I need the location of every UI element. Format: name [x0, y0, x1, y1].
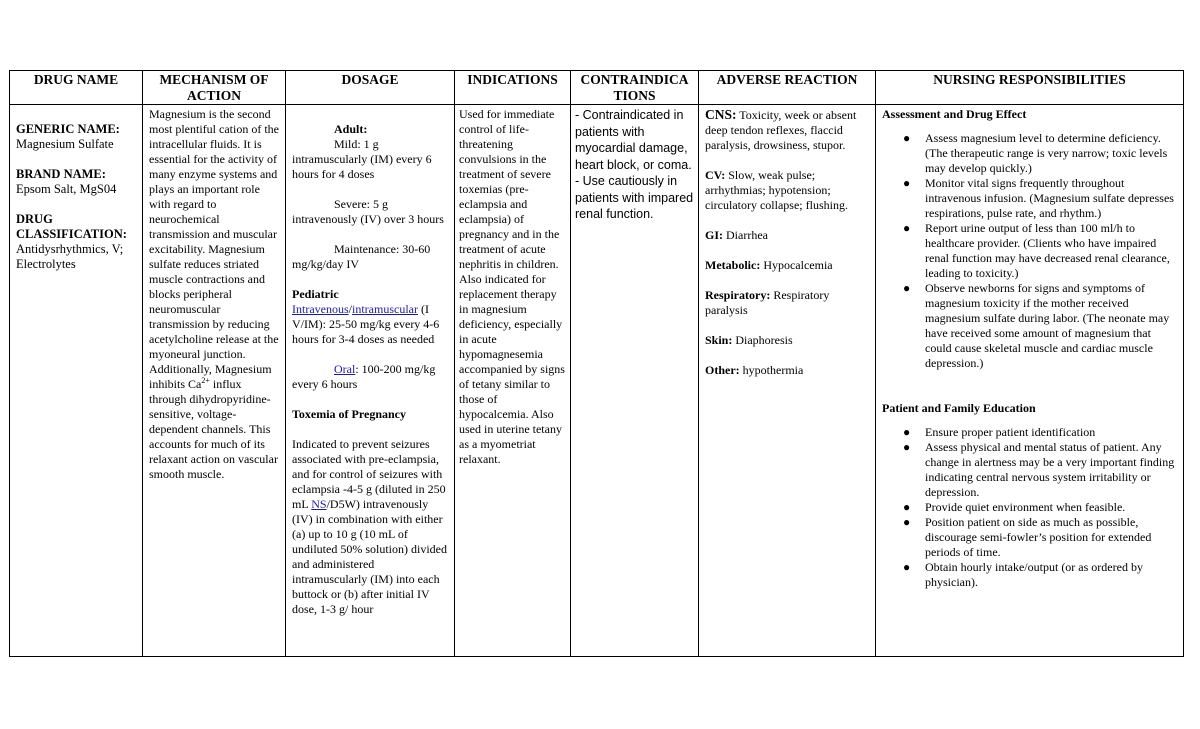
adverse-other — [705, 363, 869, 378]
list-item-text: Assess physical and mental status of patient. Any change in alertness may be a very important finding indicating central nervous system irritability or depression. — [925, 440, 1175, 499]
list-item — [882, 281, 1177, 371]
oral-dose-text: : 100-200 mg/kg every 6 hours — [292, 362, 436, 391]
header-adverse-reaction: ADVERSE REACTION — [699, 71, 876, 105]
respiratory-label: Respiratory: — [705, 288, 771, 302]
list-item — [882, 425, 1177, 440]
adverse-reaction-cell — [699, 105, 876, 657]
toxemia-text-b: /D5W) intravenously (IV) in combination with either (a) up to 10 g (10 mL of undiluted 50% solution) divided and administered intramuscularly (IM) into each buttock or (b) after initial IV dose, 1-3 g/ hour — [292, 497, 447, 616]
assessment-heading: Assessment and Drug Effect — [882, 107, 1027, 121]
indications-cell — [455, 105, 571, 657]
respiratory-text: Respiratory paralysis — [705, 288, 830, 317]
gi-label: GI: — [705, 228, 723, 242]
toxemia-text-a: Indicated to prevent seizures associated with pre-eclampsia, and for control of seizures with eclampsia -4-5 g (diluted in 250 mL — [292, 437, 446, 511]
list-item — [882, 221, 1177, 281]
dosage-cell — [286, 105, 455, 657]
header-row — [10, 71, 1184, 105]
generic-name-value: Magnesium Sulfate — [16, 137, 114, 151]
pediatric-dose-text: (I V/IM): 25-50 mg/kg every 4-6 hours for 3-4 doses as needed — [292, 302, 440, 346]
pediatric-dosage-label: Pediatric — [292, 287, 339, 301]
drug-row — [10, 105, 1184, 657]
route-separator: / — [348, 302, 352, 316]
other-label: Other: — [705, 363, 740, 377]
calcium-charge-superscript: 2+ — [201, 376, 210, 385]
header-contraindications: CONTRAINDICA TIONS — [571, 71, 699, 105]
mechanism-cell — [143, 105, 286, 657]
list-item-text: Assess magnesium level to determine deficiency. (The therapeutic range is very narrow; toxic levels may develop quickly.) — [925, 131, 1168, 175]
list-item — [882, 515, 1177, 560]
bullet-icon: ● — [903, 500, 911, 514]
intramuscular-link[interactable]: intramuscular — [352, 302, 418, 316]
education-heading: Patient and Family Education — [882, 401, 1036, 415]
header-nursing-responsibilities: NURSING RESPONSIBILITIES — [876, 71, 1184, 105]
adult-mild-dose — [292, 137, 448, 182]
mechanism-text — [143, 105, 285, 482]
drug-study-table — [9, 70, 1184, 657]
header-indications: INDICATIONS — [455, 71, 571, 105]
cns-text: Toxicity, week or absent deep tendon reflexes, flaccid paralysis, drowsiness, stupor. — [705, 108, 857, 152]
adult-maintenance-dose — [292, 242, 448, 272]
cv-label: CV: — [705, 168, 726, 182]
contraindications-cell — [571, 105, 699, 657]
pediatric-dose — [292, 302, 448, 347]
metabolic-label: Metabolic: — [705, 258, 761, 272]
bullet-icon: ● — [903, 515, 911, 529]
bullet-icon: ● — [903, 440, 911, 454]
skin-text: Diaphoresis — [732, 333, 793, 347]
bullet-icon: ● — [903, 176, 911, 190]
gi-text: Diarrhea — [723, 228, 768, 242]
adverse-cns — [705, 107, 869, 153]
drug-classification-label: DRUG CLASSIFICATION: — [16, 212, 127, 241]
list-item-text: Report urine output of less than 100 ml/h to healthcare provider. (Clients who have impaired renal function may have decreased renal clearance, leading to toxicity.) — [925, 221, 1170, 280]
oral-link[interactable]: Oral — [334, 362, 356, 376]
adult-dosage-label: Adult: — [334, 122, 368, 136]
header-dosage: DOSAGE — [286, 71, 455, 105]
other-text: hypothermia — [739, 363, 804, 377]
bullet-icon: ● — [903, 131, 911, 145]
intravenous-link[interactable]: Intravenous — [292, 302, 349, 316]
list-item — [882, 440, 1177, 500]
list-item-text: Observe newborns for signs and symptoms of magnesium toxicity if the mother received magnesium sulfate during labor. (The neonate may have received some amount of magnesium that could cause skeletal muscle and cardiac muscle depression.) — [925, 281, 1170, 370]
contraindication-2: - Use cautiously in patients with impared renal function. — [575, 174, 694, 221]
adult-severe-dose-text: Severe: 5 g intravenously (IV) over 3 hours — [292, 197, 444, 226]
header-drug-name: DRUG NAME — [10, 71, 143, 105]
list-item-text: Obtain hourly intake/output (or as ordered by physician). — [925, 560, 1143, 589]
list-item — [882, 500, 1177, 515]
brand-name-value: Epsom Salt, MgS04 — [16, 182, 117, 196]
toxemia-dose — [292, 437, 448, 617]
adverse-skin — [705, 333, 869, 348]
adverse-cv — [705, 168, 869, 213]
adult-mild-dose-text: Mild: 1 g intramuscularly (IM) every 6 hours for 4 doses — [292, 137, 432, 181]
adverse-respiratory — [705, 288, 869, 318]
adult-maintenance-dose-text: Maintenance: 30-60 mg/kg/day IV — [292, 242, 431, 271]
mechanism-text-a: Magnesium is the second most plentiful cation of the intracellular fluids. It is essential for the activity of many enzyme systems and plays an important role with regard to neurochemical transmission and muscular excitability. Magnesium sulfate reduces striated muscle contractions and blocks peripheral neuromuscular transmission by reducing acetylcholine release at the myoneural junction. Additionally, Magnesium inhibits Ca — [149, 107, 279, 391]
list-item-text: Ensure proper patient identification — [925, 425, 1096, 439]
generic-name-label: GENERIC NAME: — [16, 122, 120, 136]
list-item-text: Monitor vital signs frequently throughout intravenous infusion. (Magnesium sulfate depresses respirations, pulse rate, and rhythm.) — [925, 176, 1174, 220]
list-item — [882, 560, 1177, 590]
list-item-text: Provide quiet environment when feasible. — [925, 500, 1126, 514]
bullet-icon: ● — [903, 221, 911, 235]
cns-label: CNS: — [705, 107, 737, 122]
list-item-text: Position patient on side as much as possible, discourage semi-fowler’s position for extended periods of time. — [925, 515, 1152, 559]
indications-text: Used for immediate control of life-threatening convulsions in the treatment of severe toxemias (pre-eclampsia and eclampsia) of pregnancy and in the treatment of acute nephritis in children. Also indicated for replacement therapy in magnesium deficiency, especially in acute hypomagnesemia accompanied by signs of tetany similar to those of hypocalcemia. Also used in uterine tetany as a myometriat relaxant. — [459, 107, 565, 466]
nursing-responsibilities-cell — [876, 105, 1184, 657]
toxemia-dosage-label: Toxemia of Pregnancy — [292, 407, 406, 421]
bullet-icon: ● — [903, 425, 911, 439]
adverse-gi — [705, 228, 869, 243]
metabolic-text: Hypocalcemia — [760, 258, 833, 272]
brand-name-label: BRAND NAME: — [16, 167, 106, 181]
education-list — [882, 425, 1177, 590]
cv-text: Slow, weak pulse; arrhythmias; hypotension; circulatory collapse; flushing. — [705, 168, 848, 212]
oral-dose — [292, 362, 448, 392]
bullet-icon: ● — [903, 560, 911, 574]
skin-label: Skin: — [705, 333, 733, 347]
adult-severe-dose — [292, 197, 448, 227]
assessment-list — [882, 131, 1177, 371]
drug-name-cell — [10, 105, 143, 657]
list-item — [882, 176, 1177, 221]
header-mechanism: MECHANISM OF ACTION — [143, 71, 286, 105]
contraindication-1: - Contraindicated in patients with myocardial damage, heart block, or coma. — [575, 108, 692, 172]
adverse-metabolic — [705, 258, 869, 273]
list-item — [882, 131, 1177, 176]
drug-classification-value: Antidysrhythmics, V; Electrolytes — [16, 242, 124, 271]
mechanism-text-b: influx through dihydropyridine-sensitive, voltage-dependent channels. This accounts for much of its relaxant action on vascular smooth muscle. — [149, 377, 278, 481]
bullet-icon: ● — [903, 281, 911, 295]
ns-link[interactable]: NS — [311, 497, 327, 511]
